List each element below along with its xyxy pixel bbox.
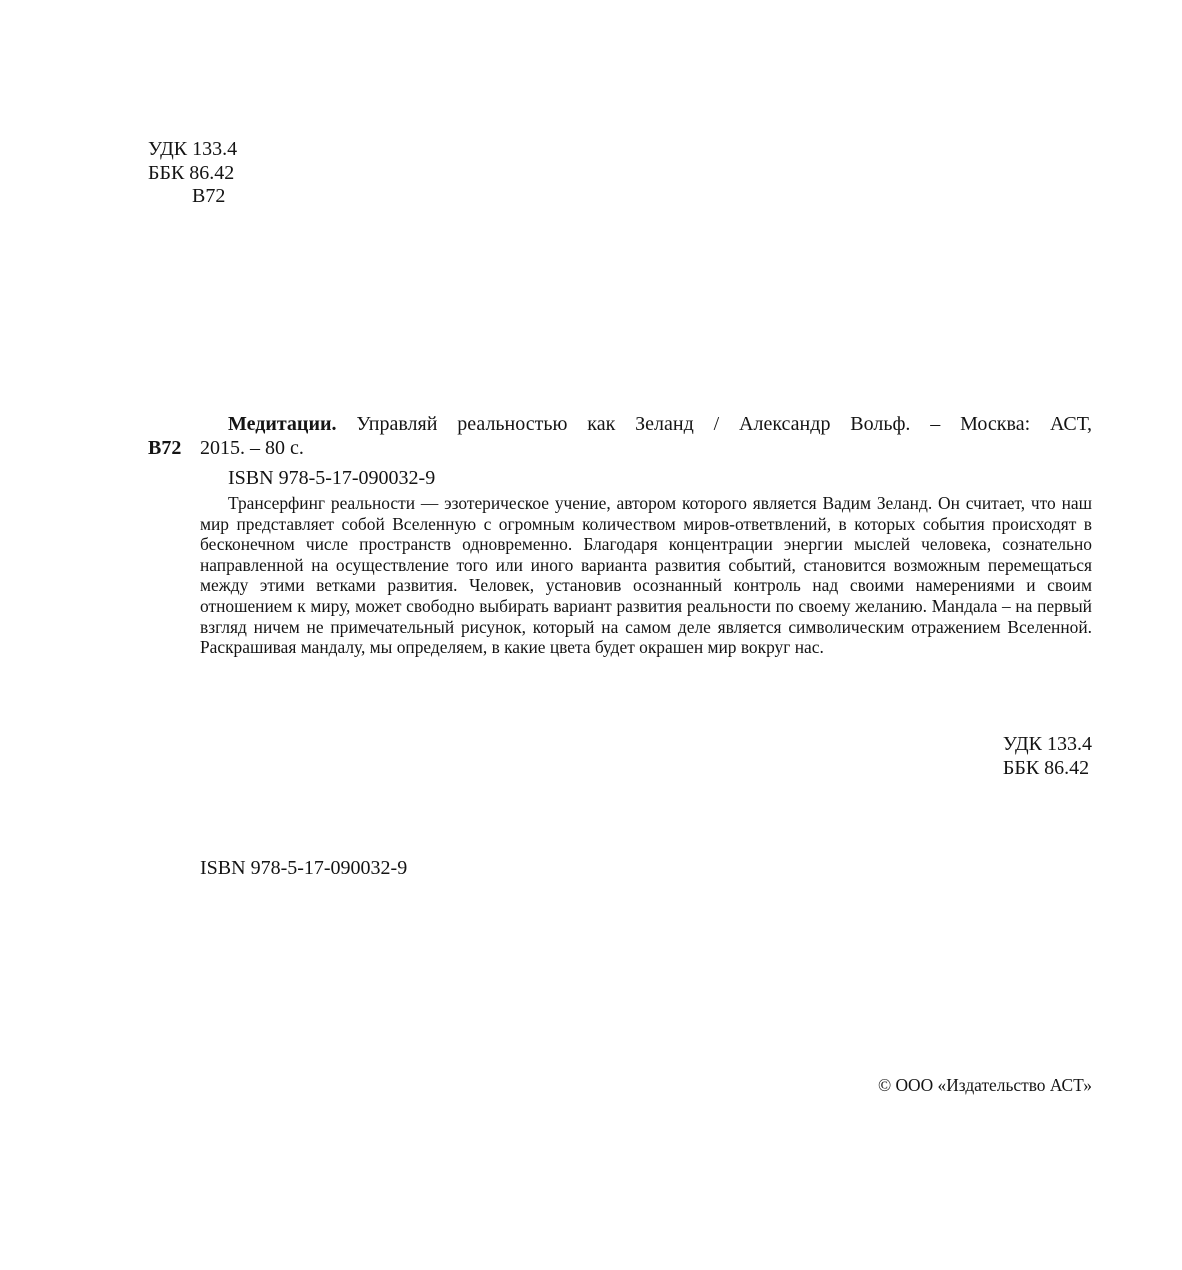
record-author-sign: В72 [148,437,182,459]
bbk-code-bottom: ББК 86.42 [1002,757,1090,779]
annotation-paragraph: Трансерфинг реальности — эзотерическое учение, автором которого является Вадим Зеланд. Он считает, что наш мир представляет собой Вселенную с огромным количеством миров-ответвлений, в которых события происходят в бесконечном числе пространств одновременно. Благодаря концентрации энергии мыслей человека, сознательно направленной на осуществление того или иного варианта развития событий, становится возможным перемещаться между этими ветками развития. Человек, установив осознанный контроль над своими намерениями и своим отношением к миру, может свободно выбирать вариант развития реальности по своему желанию. Мандала – на первый взгляд ничем не примечательный рисунок, который на самом деле является символическим отражением Вселенной. Раскрашивая мандалу, мы определяем, в какие цвета будет окрашен мир вокруг нас. [200,493,1092,658]
record-isbn: ISBN 978-5-17-090032-9 [228,467,436,489]
udk-code: УДК 133.4 [148,138,238,160]
book-title: Медитации. [228,413,337,435]
classification-block-top [148,138,237,209]
bibliographic-record [200,412,1092,490]
author-mark: В72 [192,185,226,207]
udk-code-bottom: УДК 133.4 [1002,733,1092,755]
bbk-code: ББК 86.42 [148,161,235,184]
record-description: Управляй реальностью как Зеланд / Александр Вольф. – Москва: АСТ, [336,413,1092,435]
isbn-bottom: ISBN 978-5-17-090032-9 [200,857,408,879]
classification-block-bottom [1003,732,1092,780]
copyright-notice: © ООО «Издательство АСТ» [877,1075,1092,1095]
record-line-1 [228,412,1092,436]
record-line-2: 2015. – 80 с. [200,437,304,459]
